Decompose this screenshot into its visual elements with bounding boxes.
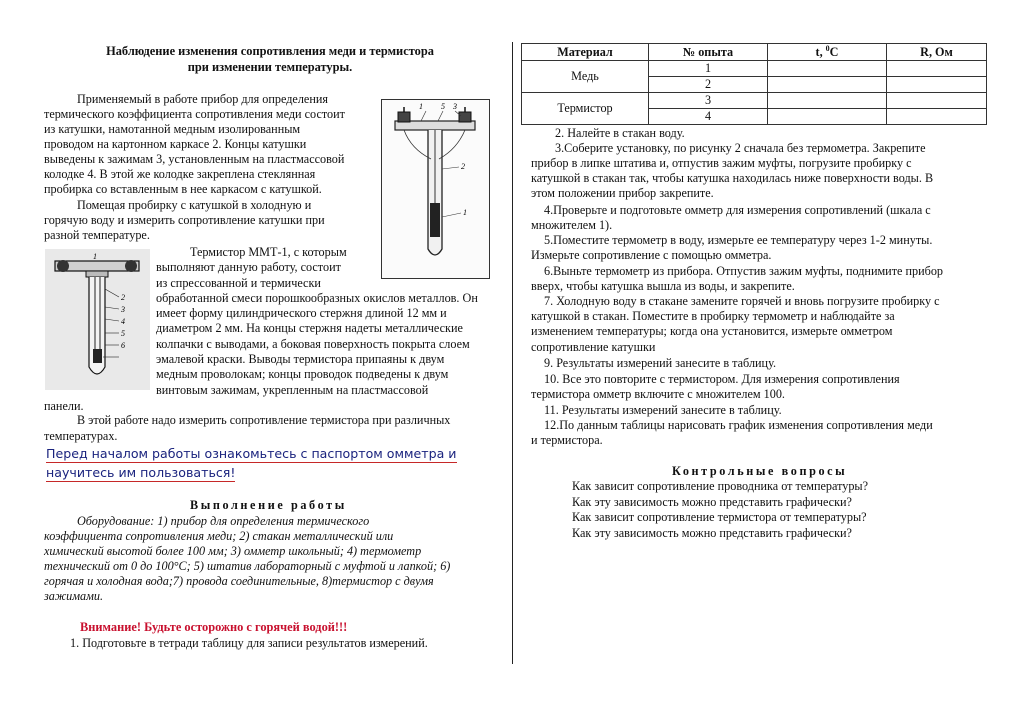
intro-line-5: колодке 4. В этой же колодке закреплена стеклянная bbox=[44, 167, 316, 181]
right-step-16: 10. Все это повторите с термистором. Для измерения сопротивления bbox=[544, 372, 900, 386]
cell-temp[interactable] bbox=[768, 77, 887, 93]
intro-line-9: разной температуре. bbox=[44, 228, 150, 242]
right-step-0: 2. Налейте в стакан воду. bbox=[555, 126, 685, 140]
title-line-2: при изменении температуры. bbox=[187, 59, 353, 74]
thermistor-line-6: колпачки с выводами, а боковая поверхность покрыта слоем bbox=[156, 337, 470, 351]
cell-resistance[interactable] bbox=[887, 61, 987, 77]
right-step-9: 6.Выньте термометр из прибора. Отпустив зажим муфты, поднимите прибор bbox=[544, 264, 944, 278]
thermistor-line-4: имеет форму цилиндрического стержня длиной 12 мм и bbox=[156, 306, 447, 320]
intro-line-1: термического коэффициента сопротивления меди состоит bbox=[44, 107, 345, 121]
page-title bbox=[85, 44, 455, 75]
right-step-8: Измерьте сопротивление с помощью омметра. bbox=[531, 248, 772, 262]
right-step-3: катушкой в стакан так, чтобы катушка находилась ниже поверхности воды. В bbox=[531, 171, 934, 185]
thermistor-device-figure bbox=[45, 249, 150, 390]
thermistor-line-0: Термистор ММТ-1, с которым bbox=[190, 245, 347, 259]
right-step-17: термистора омметр включите с множителем 100. bbox=[531, 387, 785, 401]
thermistor-line-2: из спрессованной и термически bbox=[156, 276, 321, 290]
fig1-label-d: 2 bbox=[461, 162, 465, 171]
handwritten-note-line-1 bbox=[46, 446, 457, 463]
question-3: Как эту зависимость можно представить графически? bbox=[572, 526, 852, 540]
title-line-1: Наблюдение изменения сопротивления меди и термистора bbox=[106, 44, 434, 58]
header-material: Материал bbox=[522, 44, 649, 61]
cell-resistance[interactable] bbox=[887, 109, 987, 125]
intro-line-7: Помещая пробирку с катушкой в холодную и bbox=[77, 198, 312, 212]
measure-line-1: В этой работе надо измерить сопротивление термистора при различных bbox=[77, 413, 451, 427]
cell-run: 1 bbox=[649, 61, 768, 77]
right-step-10: вверх, чтобы катушка вышла из воды, и закрепите. bbox=[531, 279, 795, 293]
table-row bbox=[522, 61, 987, 77]
cell-temp[interactable] bbox=[768, 109, 887, 125]
fig2-label-1: 1 bbox=[93, 252, 97, 261]
question-1: Как эту зависимость можно представить графически? bbox=[572, 495, 852, 509]
handwritten-note-text-2: научитесь им пользоваться! bbox=[46, 465, 236, 480]
right-step-15: 9. Результаты измерений занесите в таблицу. bbox=[544, 356, 776, 370]
results-table bbox=[521, 43, 987, 125]
equipment-line-0: Оборудование: 1) прибор для определения термического bbox=[77, 514, 370, 528]
right-step-14: сопротивление катушки bbox=[531, 340, 656, 354]
handwritten-note-text-1: Перед началом работы ознакомьтесь с паспортом омметра и bbox=[46, 446, 457, 461]
questions-heading: Контрольные вопросы bbox=[672, 464, 848, 478]
thermistor-line-5: диаметром 2 мм. На концы стержня надеты металлические bbox=[156, 321, 463, 335]
fig1-label-a: 1 bbox=[419, 102, 423, 111]
fig2-label-6: 6 bbox=[121, 341, 125, 350]
equipment-line-3: технический от 0 до 100°С; 5) штатив лабораторный с муфтой и лапкой; 6) bbox=[44, 559, 451, 573]
step-1: 1. Подготовьте в тетради таблицу для записи результатов измерений. bbox=[70, 636, 428, 650]
right-step-4: этом положении прибор закрепите. bbox=[531, 186, 714, 200]
right-step-12: катушкой в стакан. Поместите в пробирку термометр и наблюдайте за bbox=[531, 309, 895, 323]
right-step-13: изменением температуры; когда она установится, измерьте омметром bbox=[531, 324, 893, 338]
cell-material-thermistor: Термистор bbox=[522, 93, 649, 125]
panel-word: панели. bbox=[44, 399, 84, 413]
equipment-line-4: горячая и холодная вода;7) провода соединительные, 8)термистор с двумя bbox=[44, 574, 434, 588]
equipment-line-1: коэффициента сопротивления меди; 2) стакан металлический или bbox=[44, 529, 394, 543]
cell-material-copper: Медь bbox=[522, 61, 649, 93]
intro-line-0: Применяемый в работе прибор для определения bbox=[77, 92, 328, 106]
right-step-18: 11. Результаты измерений занесите в таблицу. bbox=[544, 403, 782, 417]
fig1-label-e: 1 bbox=[463, 208, 467, 217]
right-step-6: множителем 1). bbox=[531, 218, 613, 232]
fig2-label-5: 5 bbox=[121, 329, 125, 338]
column-divider bbox=[512, 42, 513, 664]
thermistor-line-9: винтовым зажимам, укрепленным на пластмассовой bbox=[156, 383, 429, 397]
fig1-label-c: 3 bbox=[453, 102, 457, 111]
cell-run: 2 bbox=[649, 77, 768, 93]
right-step-5: 4.Проверьте и подготовьте омметр для измерения сопротивлений (шкала с bbox=[544, 203, 931, 217]
cell-resistance[interactable] bbox=[887, 93, 987, 109]
intro-line-3: проводом на картонном каркасе 2. Концы катушки bbox=[44, 137, 307, 151]
right-step-2: прибор в липке штатива и, отпустив зажим муфты, погрузите пробирку с bbox=[531, 156, 912, 170]
cell-run: 4 bbox=[649, 109, 768, 125]
cell-run: 3 bbox=[649, 93, 768, 109]
thermistor-line-3: обработанной смеси порошкообразных окислов металлов. Он bbox=[156, 291, 478, 305]
handwritten-note-line-2 bbox=[46, 465, 235, 482]
fig2-label-2: 2 bbox=[121, 293, 125, 302]
question-2: Как зависит сопротивление термистора от температуры? bbox=[572, 510, 867, 524]
question-0: Как зависит сопротивление проводника от температуры? bbox=[572, 479, 869, 493]
right-step-11: 7. Холодную воду в стакане замените горячей и вновь погрузите пробирку с bbox=[544, 294, 940, 308]
intro-line-6: пробирка со вставленным в нее каркасом с катушкой. bbox=[44, 182, 322, 196]
table-header-row bbox=[522, 44, 987, 61]
cell-temp[interactable] bbox=[768, 93, 887, 109]
fig1-label-b: 5 bbox=[441, 102, 445, 111]
thermistor-line-1: выполняют данную работу, состоит bbox=[156, 260, 341, 274]
fig2-label-3: 3 bbox=[121, 305, 125, 314]
cell-resistance[interactable] bbox=[887, 77, 987, 93]
header-run: № опыта bbox=[649, 44, 768, 61]
right-step-20: и термистора. bbox=[531, 433, 603, 447]
measure-line-2: температурах. bbox=[44, 429, 118, 443]
header-temp: t, $^0$C bbox=[768, 44, 887, 61]
coil-device-figure bbox=[381, 99, 490, 279]
right-step-19: 12.По данным таблицы нарисовать график изменения сопротивления меди bbox=[544, 418, 933, 432]
intro-line-8: горячую воду и измерить сопротивление катушки при bbox=[44, 213, 325, 227]
equipment-line-5: зажимами. bbox=[44, 589, 104, 603]
fig2-label-4: 4 bbox=[121, 317, 125, 326]
hot-water-warning: Внимание! Будьте осторожно с горячей водой!!! bbox=[80, 620, 348, 634]
right-step-7: 5.Поместите термометр в воду, измерьте ее температуру через 1-2 минуты. bbox=[544, 233, 933, 247]
intro-line-4: выведены к зажимам 3, установленным на пластмассовой bbox=[44, 152, 345, 166]
table-row bbox=[522, 93, 987, 109]
right-step-1: 3.Соберите установку, по рисунку 2 сначала без термометра. Закрепите bbox=[555, 141, 926, 155]
thermistor-line-7: эмалевой краски. Выводы термистора припаяны к двум bbox=[156, 352, 445, 366]
equipment-line-2: химический высотой более 100 мм; 3) омметр школьный; 4) термометр bbox=[44, 544, 422, 558]
cell-temp[interactable] bbox=[768, 61, 887, 77]
thermistor-line-8: медным проволокам; концы проводок подведены к двум bbox=[156, 367, 449, 381]
intro-line-2: из катушки, намотанной медным изолированным bbox=[44, 122, 301, 136]
header-resistance: R, Ом bbox=[887, 44, 987, 61]
work-heading: Выполнение работы bbox=[190, 498, 347, 512]
